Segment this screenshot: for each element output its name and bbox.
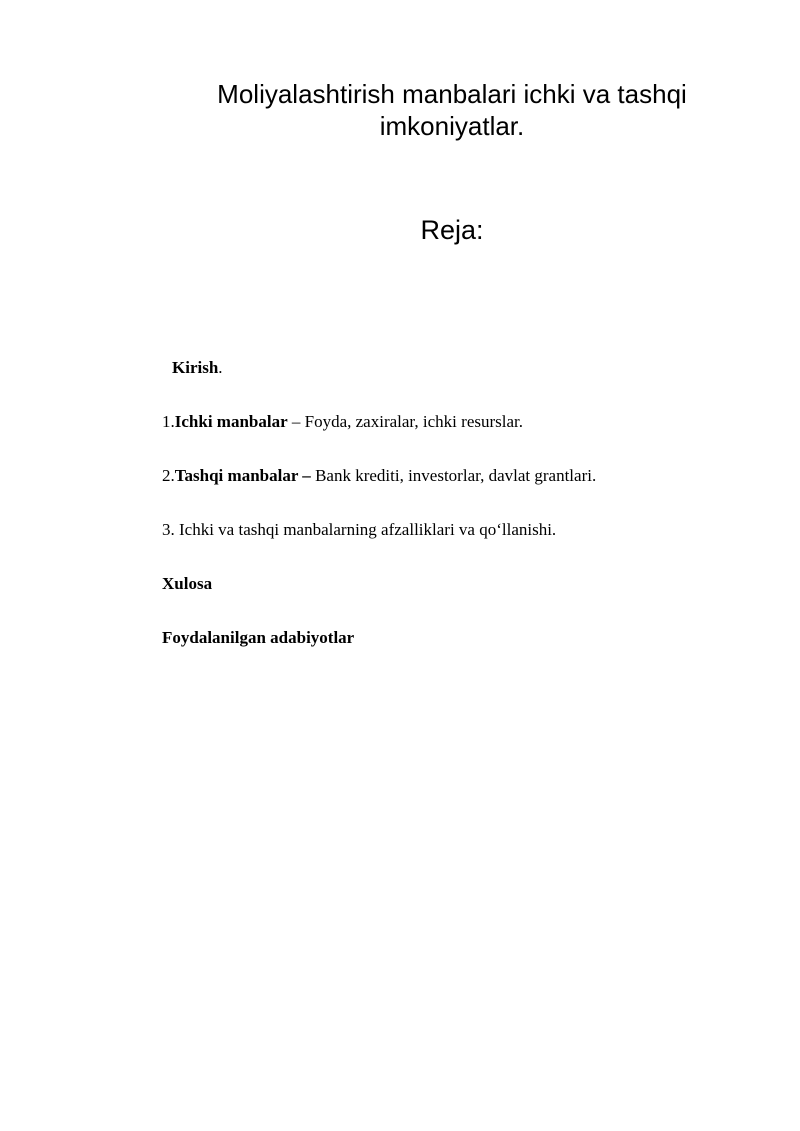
document-title <box>140 78 764 142</box>
plan-item-references: Foydalanilgan adabiyotlar <box>162 628 355 647</box>
plan-item-intro-label: Kirish <box>172 358 219 377</box>
plan-item-2-text: Bank krediti, investorlar, davlat grantlari. <box>310 466 597 485</box>
plan-item-2-heading: Tashqi manbalar – <box>174 466 311 485</box>
plan-item-conclusion: Xulosa <box>162 574 213 593</box>
plan-item-2 <box>162 465 596 487</box>
plan-item-1-heading: Ichki manbalar <box>174 412 288 431</box>
plan-item-3-text: 3. Ichki va tashqi manbalarning afzalliklari va qo‘llanishi. <box>162 520 557 539</box>
document-title-line-2: imkoniyatlar. <box>379 111 525 141</box>
plan-item-intro <box>172 357 223 379</box>
plan-heading: Reja: <box>420 215 484 245</box>
plan-item-1-number: 1. <box>162 412 175 431</box>
plan-item-1-text: – Foyda, zaxiralar, ichki resurslar. <box>287 412 523 431</box>
plan-item-3 <box>162 519 556 541</box>
plan-item-intro-suffix: . <box>218 358 223 377</box>
plan-item-1 <box>162 411 523 433</box>
document-title-line-1: Moliyalashtirish manbalari ichki va tashqi <box>217 79 687 109</box>
plan-item-2-number: 2. <box>162 466 175 485</box>
